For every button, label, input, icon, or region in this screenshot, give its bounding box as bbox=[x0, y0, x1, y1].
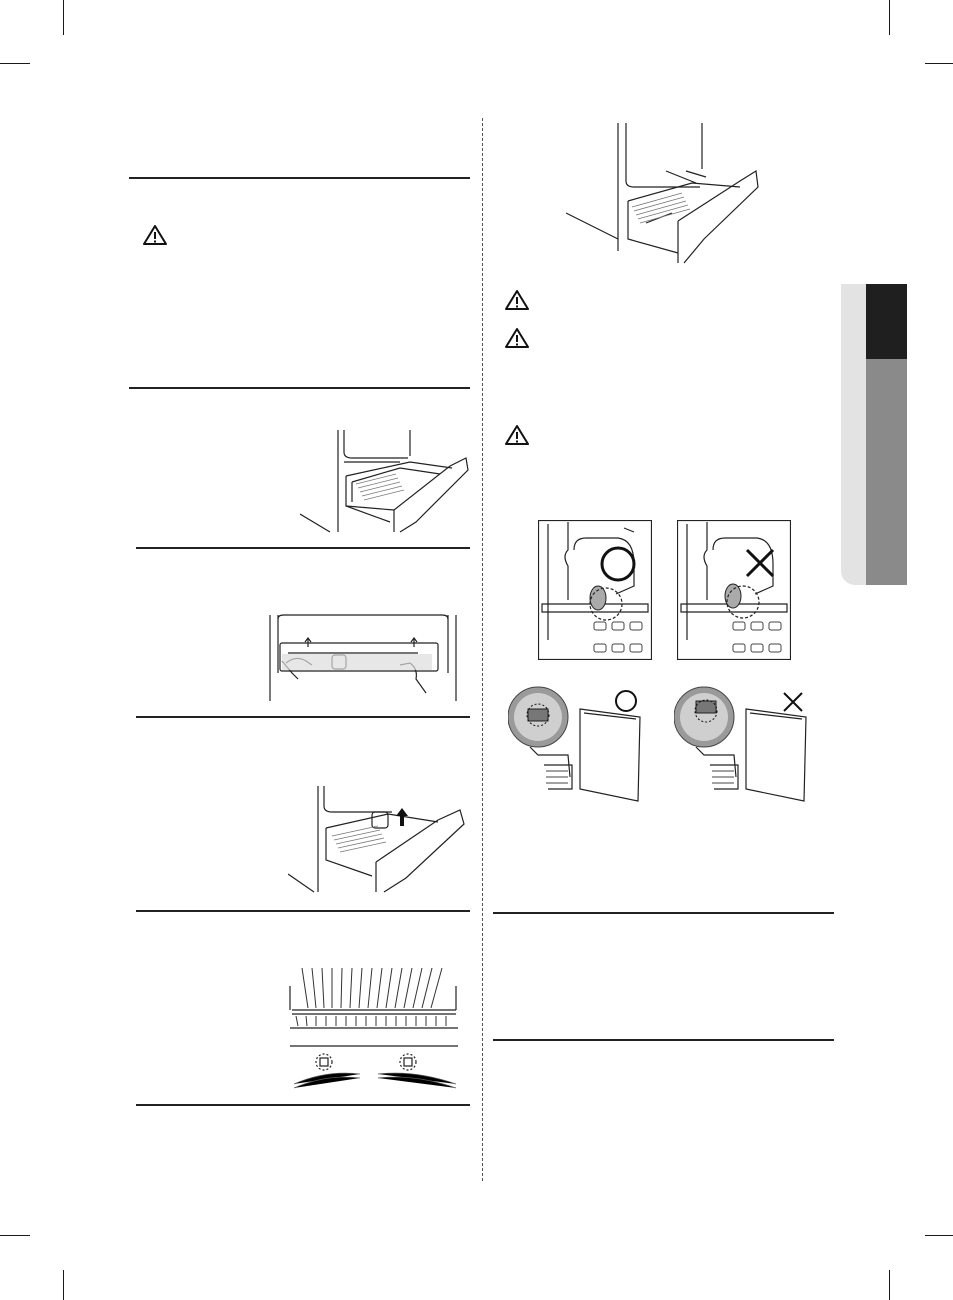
section-rule bbox=[136, 1104, 470, 1106]
crop-mark bbox=[925, 63, 953, 64]
wheel-correct-figure bbox=[538, 520, 652, 660]
section-rule bbox=[493, 1039, 834, 1041]
freezer-drawer-top-figure bbox=[566, 121, 760, 265]
section-rule bbox=[136, 547, 470, 549]
drawer-lift-figure bbox=[288, 784, 466, 896]
section-rule bbox=[493, 912, 834, 914]
side-tab-inactive bbox=[866, 359, 907, 585]
crop-mark bbox=[63, 1270, 64, 1300]
warning-triangle-icon bbox=[142, 224, 168, 246]
section-rule bbox=[136, 910, 470, 912]
drawer-open-figure bbox=[300, 426, 470, 534]
crop-mark bbox=[63, 0, 64, 35]
warning-triangle-icon bbox=[504, 424, 530, 446]
section-rule bbox=[129, 387, 470, 389]
cover-removal-figure bbox=[268, 613, 462, 703]
side-tab-active bbox=[866, 284, 907, 359]
warning-triangle-icon bbox=[504, 289, 530, 311]
door-correct-figure bbox=[508, 685, 648, 805]
crop-mark bbox=[0, 1235, 30, 1236]
column-divider bbox=[482, 118, 483, 1181]
crop-mark bbox=[889, 1270, 890, 1300]
side-tab-background bbox=[841, 284, 866, 585]
crop-mark bbox=[889, 0, 890, 35]
wheel-incorrect-figure bbox=[677, 520, 791, 660]
door-incorrect-figure bbox=[674, 685, 814, 805]
section-rule bbox=[129, 177, 470, 179]
drawer-rails-figure bbox=[286, 958, 462, 1096]
crop-mark bbox=[925, 1235, 953, 1236]
warning-triangle-icon bbox=[504, 327, 530, 349]
crop-mark bbox=[0, 63, 30, 64]
section-rule bbox=[136, 716, 470, 718]
